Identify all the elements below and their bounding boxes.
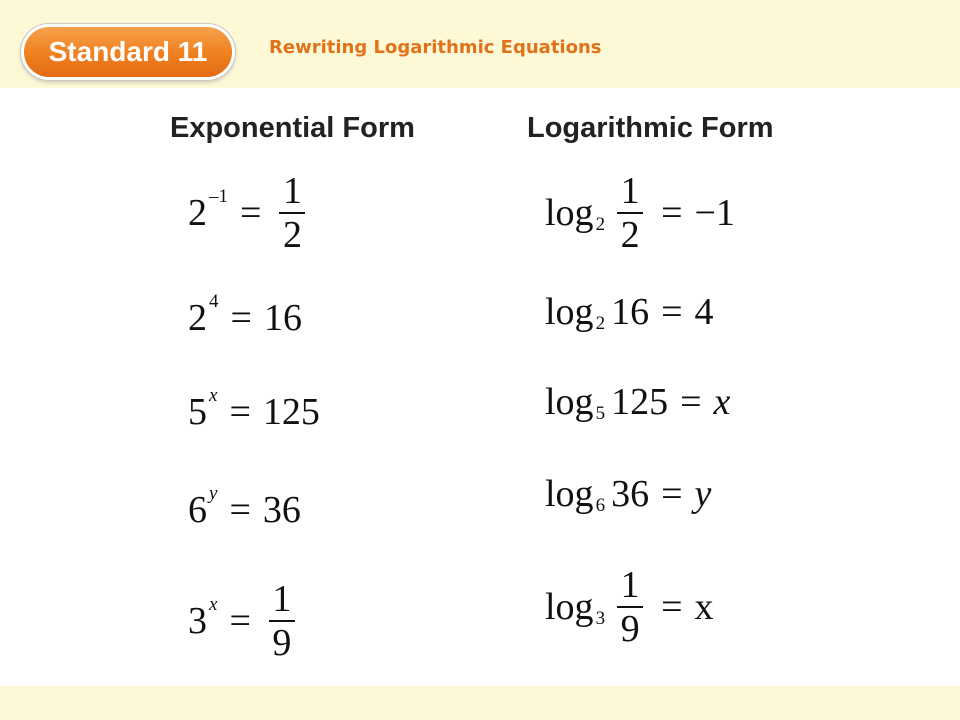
exp-value: 36 bbox=[262, 489, 301, 531]
logarithmic-equation-3 bbox=[545, 380, 730, 424]
logarithmic-equation-4 bbox=[545, 472, 711, 516]
denominator: 2 bbox=[282, 214, 302, 256]
logarithmic-form-heading: Logarithmic Form bbox=[527, 112, 774, 144]
log-argument: 16 bbox=[611, 291, 650, 333]
exp-base: 3 bbox=[188, 600, 207, 642]
numerator: 1 bbox=[620, 170, 640, 212]
denominator: 9 bbox=[272, 622, 292, 664]
equals-sign: = bbox=[661, 291, 683, 333]
denominator: 9 bbox=[620, 608, 640, 650]
log-result: x bbox=[713, 381, 731, 423]
exponential-equation-4 bbox=[188, 483, 301, 532]
numerator: 1 bbox=[620, 564, 640, 606]
log-argument: 125 bbox=[611, 381, 669, 423]
fraction bbox=[279, 172, 305, 254]
equals-sign: = bbox=[240, 192, 262, 234]
equals-sign: = bbox=[230, 297, 252, 339]
log-result: x bbox=[694, 586, 714, 628]
exp-power: 4 bbox=[209, 291, 219, 312]
exp-power: y bbox=[209, 483, 218, 504]
logarithmic-equation-2 bbox=[545, 290, 714, 334]
log-result: 4 bbox=[694, 291, 714, 333]
log-function: log bbox=[545, 473, 594, 515]
exp-base: 2 bbox=[188, 297, 207, 339]
exponential-form-heading: Exponential Form bbox=[170, 112, 415, 144]
denominator: 2 bbox=[620, 214, 640, 256]
exponential-equation-1 bbox=[188, 172, 311, 254]
exp-value: 125 bbox=[262, 391, 320, 433]
log-base: 2 bbox=[595, 214, 606, 235]
log-base: 3 bbox=[595, 608, 606, 629]
exp-power: x bbox=[209, 594, 218, 615]
equals-sign: = bbox=[229, 489, 251, 531]
log-function: log bbox=[545, 586, 594, 628]
equals-sign: = bbox=[661, 192, 683, 234]
log-base: 6 bbox=[595, 495, 606, 516]
exp-base: 5 bbox=[188, 391, 207, 433]
exponential-equation-5 bbox=[188, 580, 301, 662]
exp-power: x bbox=[209, 385, 218, 406]
fraction bbox=[617, 172, 643, 254]
footer-band bbox=[0, 686, 960, 720]
log-function: log bbox=[545, 381, 594, 423]
logarithmic-equation-1 bbox=[545, 172, 735, 254]
exponential-equation-2 bbox=[188, 291, 302, 340]
exponential-equation-3 bbox=[188, 385, 320, 434]
equals-sign: = bbox=[661, 473, 683, 515]
fraction bbox=[269, 580, 295, 662]
fraction bbox=[617, 566, 643, 648]
numerator: 1 bbox=[272, 578, 292, 620]
logarithmic-equation-5 bbox=[545, 566, 714, 648]
equals-sign: = bbox=[661, 586, 683, 628]
standard-badge: Standard 11 bbox=[24, 27, 232, 77]
exp-base: 2 bbox=[188, 192, 207, 234]
exp-base: 6 bbox=[188, 489, 207, 531]
exp-power: –1 bbox=[209, 186, 228, 207]
log-function: log bbox=[545, 192, 594, 234]
equals-sign: = bbox=[229, 391, 251, 433]
log-result: −1 bbox=[694, 192, 735, 234]
equals-sign: = bbox=[229, 600, 251, 642]
equals-sign: = bbox=[680, 381, 702, 423]
log-result: y bbox=[694, 473, 712, 515]
numerator: 1 bbox=[282, 170, 302, 212]
log-base: 2 bbox=[595, 313, 606, 334]
log-argument: 36 bbox=[611, 473, 650, 515]
log-base: 5 bbox=[595, 403, 606, 424]
log-function: log bbox=[545, 291, 594, 333]
lesson-subtitle: Rewriting Logarithmic Equations bbox=[269, 37, 602, 58]
exp-value: 16 bbox=[263, 297, 302, 339]
